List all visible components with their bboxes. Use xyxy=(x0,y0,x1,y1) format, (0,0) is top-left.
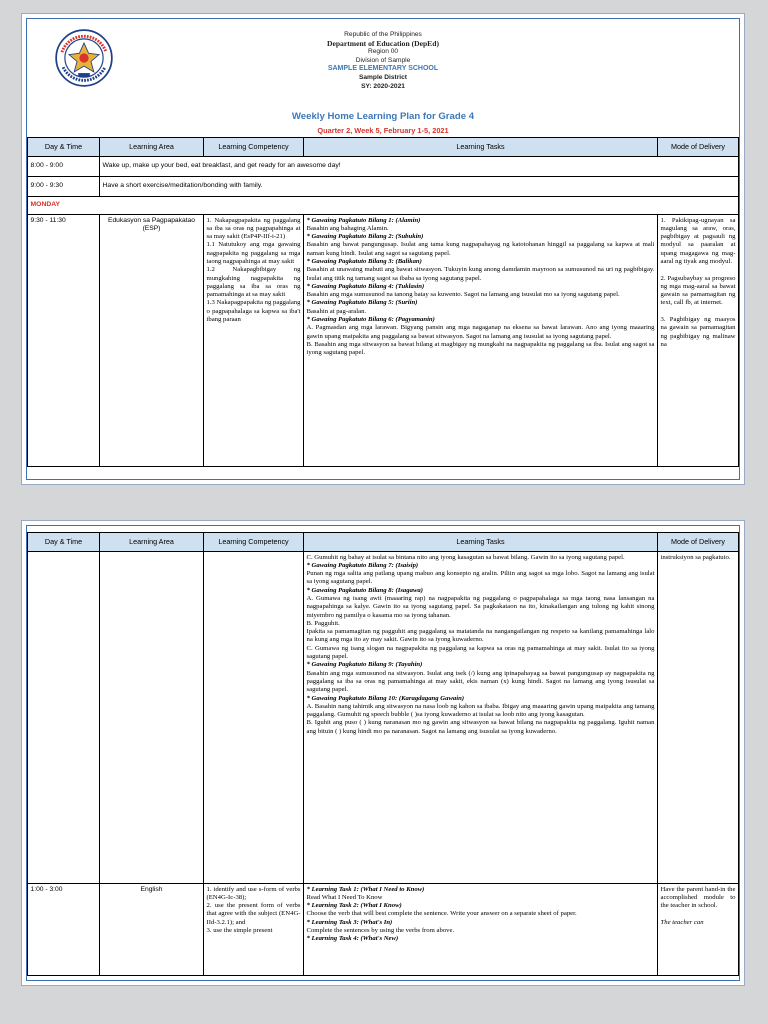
competency-item: 1. Nakapagpapakita ng paggalang sa iba sa oras ng pagpapahinga at sa may sakit (EsP4P-IIf-i-21) xyxy=(206,216,301,241)
delivery-cell xyxy=(658,552,739,884)
column-header: Day & Time xyxy=(28,533,100,552)
competency-item: 1.2 Nakapagbibigay ng mungkahing nagpapakita ng paggalang sa iba sa oras ng pamamahinga at sa may sakit xyxy=(206,266,301,299)
task-item: B. Basahin ang mga sitwasyon sa bawat bilang at magbigay ng mungkahi na nagpapakita ng paggalang sa iba. Isulat ang sagot sa iyong sagutang papel. xyxy=(306,340,655,357)
task-item: * Gawaing Pagkatuto Bilang 5: (Suriin) Basahin at pag-aralan. xyxy=(306,299,418,315)
tasks-cell xyxy=(304,884,658,976)
column-header: Learning Competency xyxy=(204,138,304,157)
learning-area-cell: English xyxy=(100,884,204,976)
task-item: * Learning Task 3: (What's In) Complete the sentences by using the verbs from above. xyxy=(306,918,455,934)
task-item: C. Gumawa ng isang slogan na nagpapakita ng paggalang sa kapwa sa oras ng pamamahinga at may sakit. Isulat ito sa iyong sagutang papel. xyxy=(306,644,655,661)
table-row xyxy=(28,157,739,177)
column-header: Learning Competency xyxy=(204,533,304,552)
tasks-cell xyxy=(304,552,658,884)
competency-cell xyxy=(204,215,304,467)
task-item: C. Gumuhit ng bahay at isulat sa bintana nito ang iyong kasagutan sa bawat bilang. Gawin ito sa iyong sagutang papel. xyxy=(306,553,625,561)
division-line: Division of Sample xyxy=(355,56,411,64)
task-item: * Gawaing Pagkatuto Bilang 3: (Balikan) Basahin at unawaing mabuti ang bawat sitwasyon. Tukuyin kung anong damdamin mayroon sa sumusunod na uri ng pagbibigay. Isulat ang titik ng tamang sagot sa ibaba sa iyong sagutang papel. xyxy=(306,257,655,282)
task-item: * Gawaing Pagkatuto Bilang 1: (Alamin) Basahin ang bahaging Alamin. xyxy=(306,216,421,232)
republic-line: Republic of the Philippines xyxy=(344,31,422,38)
day-row xyxy=(28,197,739,215)
task-item: * Gawaing Pagkatuto Bilang 7: (Isaisip) Punan ng mga salita ang patlang upang mabuo ang konsepto ng aralin. Piliin ang sagot sa mga lobo. Sagot na lamang ang isulat sa iyong sagutang papel. xyxy=(306,561,655,586)
competency-cell xyxy=(204,884,304,976)
time-cell: 8:00 - 9:00 xyxy=(28,157,100,177)
competency-item: 1.1 Natutukoy ang mga gawaing nagpapakita ng paggalang sa mga taong nagpapahinga at may sakit xyxy=(206,241,301,265)
column-header: Learning Area xyxy=(100,138,204,157)
task-item: * Gawaing Pagkatuto Bilang 8: (Isagawa) A. Gumawa ng isang awit (maaaring rap) na nagpapakita ng paggalang o pagpapahalaga sa mga taong nasa lansangan na nagpapahinga sa kalye. Gawin ito sa iyong sagutang papel. Sa pagkakataon na ito, kinakailangan ang tulong ng kahit sinong miyembro ng pamilya o kasama mo sa iyong tahanan. xyxy=(306,586,655,619)
task-item: * Gawaing Pagkatuto Bilang 6: (Pagyamanin) A. Pagmasdan ang mga larawan. Bigyang pansin ang mga nagaganap na eksena sa bawat larawan. Ano ang iyong maaaring gawin upang maipakita ang paggalang sa bawat sitwasyon. Sagot na lamang ang isusulat sa iyong sagutang papel. xyxy=(306,316,655,340)
delivery-item: 3. Pagbibigay ng maayos na gawain sa pamamagitan ng pagbibigay ng malinaw na xyxy=(660,316,736,348)
delivery-cell xyxy=(658,215,739,467)
column-header: Mode of Delivery xyxy=(658,533,739,552)
competency-item: 2. use the present form of verbs that agree with the subject (EN4G-IId-3.2.1); and xyxy=(206,902,301,926)
task-item: * Gawaing Pagkatuto Bilang 4: (Tuklasin) Basahin ang mga sumusunod na tanong batay sa kuwento. Sagot na lamang ang isusulat mo sa iyong sagutang papel. xyxy=(306,282,620,299)
task-item: * Gawaing Pagkatuto Bilang 2: (Subukin) Basahin ang bawat pangungusap. Isulat ang tama kung nagpapahayag ng katotohanan hinggil sa paggalang sa kapwa at mali naman kung hindi. Isulat ang sagot sa sagutang papel. xyxy=(306,233,655,257)
time-cell xyxy=(28,552,100,884)
time-cell: 9:00 - 9:30 xyxy=(28,177,100,197)
day-label: MONDAY xyxy=(28,197,739,215)
school-year: SY: 2020-2021 xyxy=(361,82,405,90)
task-item: B. Iguhit ang puso ( ) kung naranasan mo ng gawin ang sitwasyon sa bawat bilang na nagpapakita ng paggalang. Iguhit naman ang bituin ( ) kung hindi mo pa naranasan. Sagot na lamang ang isusulat sa iyong kuwaderno. xyxy=(306,719,655,735)
column-header: Mode of Delivery xyxy=(658,138,739,157)
delivery-item: The teacher can xyxy=(660,918,704,926)
competency-item: 1. identify and use s-form of verbs (EN4G-Ic-38); xyxy=(206,885,301,901)
task-item: * Gawaing Pagkatuto Bilang 10: (Karagdagang Gawain) A. Basahin nang tahimik ang sitwasyon na nasa loob ng kahon sa ibaba. Ibigay ang maaaring gawin upang maipakita ang tamang paggalang. Gumuhit ng speech bubble ( )sa iyong kuwaderno at isulat sa loob nito ang iyong kasagutan. xyxy=(306,694,655,719)
table-row xyxy=(28,552,739,884)
column-header: Learning Tasks xyxy=(304,138,658,157)
activity-cell: Wake up, make up your bed, eat breakfast, and get ready for an awesome day! xyxy=(100,157,739,177)
task-item: * Learning Task 2: (What I Know) Choose the verb that will best complete the sentence. Write your answer on a separate sheet of paper. xyxy=(306,902,577,918)
page-subtitle: Quarter 2, Week 5, February 1-5, 2021 xyxy=(317,126,449,135)
delivery-item: 2. Pagsubaybay sa progreso ng mga mag-aaral sa bawat gawain sa pamamagitan ng text, call fb, at internet. xyxy=(660,274,736,307)
page-border xyxy=(26,525,740,981)
column-header: Learning Area xyxy=(100,533,204,552)
task-item: * Learning Task 1: (What I Need to Know) Read What I Need To Know xyxy=(306,885,425,901)
table-header-row xyxy=(28,138,739,157)
task-item: * Gawaing Pagkatuto Bilang 9: (Tayahin) Basahin ang mga sumusunod na sitwasyon. Isulat ang tsek (/) kung ang ipinapahayag sa bawat pangungusap ay nagpapakita ng paggalang sa iba sa oras ng pamamahinga at may sakit, ekis naman (x) kung hindi. Sagot na lamang ang iyong isusulat sa sagutang papel. xyxy=(306,661,655,694)
page-title: Weekly Home Learning Plan for Grade 4 xyxy=(291,111,475,122)
learning-area-cell xyxy=(100,552,204,884)
task-item: * Learning Task 4: (What's New) xyxy=(306,935,399,943)
column-header: Learning Tasks xyxy=(304,533,658,552)
table-row xyxy=(28,884,739,976)
school-name: SAMPLE ELEMENTARY SCHOOL xyxy=(327,65,439,73)
page-border xyxy=(26,18,740,480)
document-page-1 xyxy=(21,13,745,485)
delivery-cell xyxy=(658,884,739,976)
time-cell: 9:30 - 11:30 xyxy=(28,215,100,467)
competency-item: 1.3 Nakapagpapakita ng paggalang o pagpapahalaga sa kapwa sa iba't ibang paraan xyxy=(206,299,301,324)
delivery-item: instruksiyon sa pagkatuto. xyxy=(660,553,731,561)
task-item: B. Pagguhit. xyxy=(306,619,340,627)
document-page-2 xyxy=(21,520,745,986)
time-cell: 1:00 - 3:00 xyxy=(28,884,100,976)
district-line: Sample District xyxy=(358,73,407,81)
header-lines xyxy=(27,31,739,91)
department-line: Department of Education (DepEd) xyxy=(326,38,439,48)
delivery-item: Have the parent hand-in the accomplished module to the teacher in school. xyxy=(660,885,736,910)
competency-cell xyxy=(204,552,304,884)
task-item: Ipakita sa pamamagitan ng pagguhit ang paggalang sa matatanda na nangangailangan ng respeto sa kanilang pamamahinga lalo na kung ang mga ito ay may sakit. Gawin ito sa iyong kuwaderno. xyxy=(306,628,655,644)
competency-item: 3. use the simple present xyxy=(206,926,273,934)
table-row xyxy=(28,215,739,467)
plan-table-page-1 xyxy=(27,137,739,467)
learning-area-cell: Edukasyon sa Pagpapakatao (ESP) xyxy=(100,215,204,467)
table-row xyxy=(28,177,739,197)
plan-table-page-2 xyxy=(27,532,739,976)
delivery-item: 1. Pakikipag-ugnayan sa magulang sa araw, oras, pagbibigay at pagsauli ng modyul sa paaralan at upang magagawa ng mag-aaral ng tiyak ang modyul. xyxy=(660,216,736,265)
tasks-cell xyxy=(304,215,658,467)
column-header: Day & Time xyxy=(28,138,100,157)
region-line: Region 00 xyxy=(367,48,399,56)
activity-cell: Have a short exercise/meditation/bonding with family. xyxy=(100,177,739,197)
document-header xyxy=(27,19,739,137)
table-header-row xyxy=(28,533,739,552)
